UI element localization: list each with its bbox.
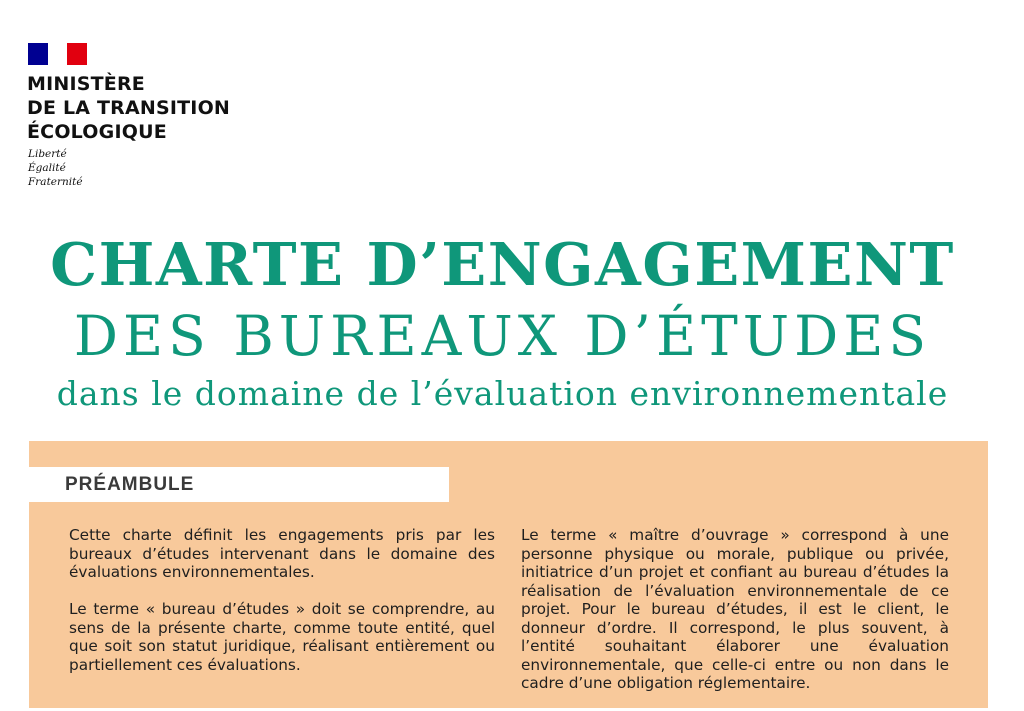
republic-flag-logo	[28, 43, 87, 65]
motto-egalite: Égalité	[28, 162, 66, 174]
republic-motto	[28, 147, 83, 189]
preamble-paragraph: Cette charte définit les engagements pris par les bureaux d’études intervenant dans le domaine des évaluations environnementales.	[69, 526, 495, 581]
title-line-2: DES BUREAUX D’ÉTUDES	[73, 304, 932, 368]
flag-blue-stripe	[28, 43, 48, 65]
preamble-heading: PRÉAMBULE	[65, 474, 195, 495]
preamble-left-column	[69, 526, 495, 693]
title-line-1: CHARTE D’ENGAGEMENT	[50, 230, 955, 299]
preamble-paragraph: Le terme « maître d’ouvrage » correspond à une personne physique ou morale, publique ou privée, initiatrice d’un projet et confiant au bureau d’études la réalisation de l’évaluation environnementale de ce projet. Pour le bureau d’études, il est le client, le donneur d’ordre. Il correspond, le plus souvent, à l’entité souhaitant élaborer une évaluation environnementale, que celle-ci entre ou non dans le cadre d’une obligation réglementaire.	[521, 526, 949, 692]
flag-white-stripe	[48, 43, 67, 65]
ministry-line-3: ÉCOLOGIQUE	[27, 121, 167, 143]
flag-red-stripe	[67, 43, 87, 65]
preamble-panel	[29, 441, 988, 708]
ministry-line-1: MINISTÈRE	[27, 73, 145, 95]
preamble-right-column	[521, 526, 949, 711]
ministry-name	[27, 72, 230, 144]
motto-liberte: Liberté	[28, 148, 67, 160]
ministry-line-2: DE LA TRANSITION	[27, 97, 231, 119]
preamble-paragraph: Le terme « bureau d’études » doit se comprendre, au sens de la présente charte, comme toute entité, quel que soit son statut juridique, réalisant entièrement ou partiellement ces évaluations.	[69, 600, 495, 674]
preamble-heading-bar	[29, 467, 449, 502]
title-subtitle: dans le domaine de l’évaluation environnementale	[56, 374, 949, 413]
motto-fraternite: Fraternité	[28, 176, 83, 188]
